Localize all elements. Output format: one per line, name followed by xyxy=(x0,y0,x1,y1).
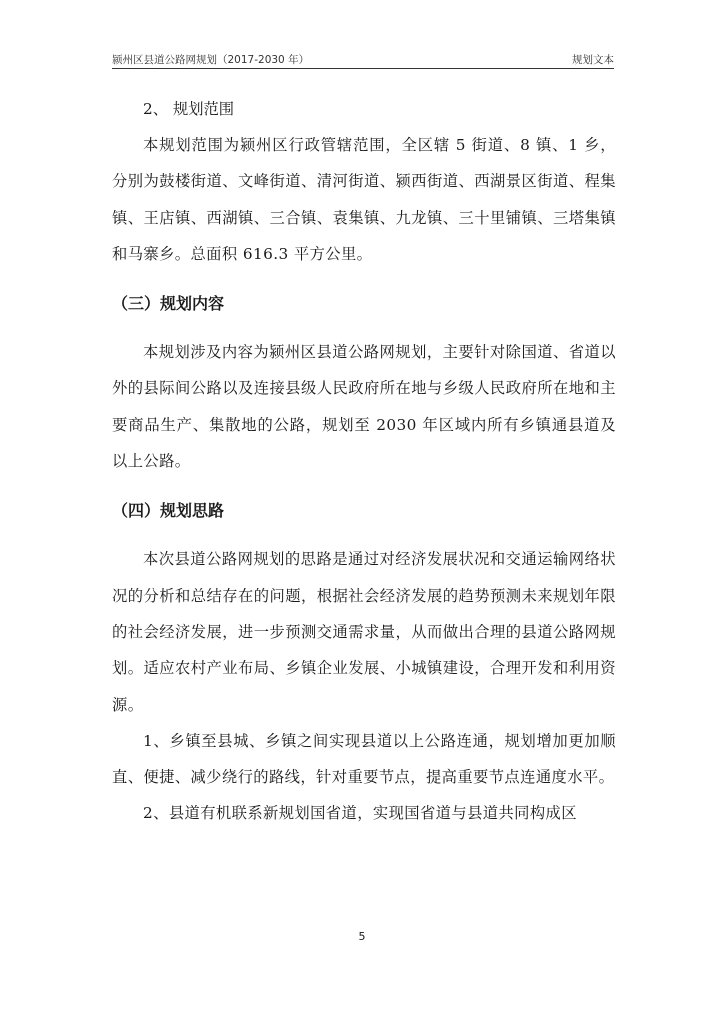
point-2-paragraph: 2、县道有机联系新规划国省道，实现国省道与县道共同构成区 xyxy=(143,804,577,823)
document-title: 颍州区县道公路网规划（2017-2030 年） xyxy=(112,54,310,66)
content-heading: （三）规划内容 xyxy=(112,294,225,314)
point-1-paragraph: 1、乡镇至县城、乡镇之间实现县道以上公路连通，规划增加更加顺直、便捷、减少绕行的路线，针对重要节点，提高重要节点连通度水平。 xyxy=(112,731,616,787)
approach-paragraph: 本次县道公路网规划的思路是通过对经济发展状况和交通运输网络状况的分析和总结存在的问题，根据社会经济发展的趋势预测未来规划年限的社会经济发展，进一步预测交通需求量，从而做出合理的县道公路网规划。适应农村产业布局、乡镇企业发展、小城镇建设，合理开发和利用资源。 xyxy=(112,550,616,714)
scope-title: 2、 规划范围 xyxy=(143,100,235,118)
page-number: 5 xyxy=(358,930,366,943)
approach-heading: （四）规划思路 xyxy=(112,501,225,521)
header-divider xyxy=(112,68,614,69)
content-paragraph: 本规划涉及内容为颍州区县道公路网规划，主要针对除国道、省道以外的县际间公路以及连接县级人民政府所在地与乡级人民政府所在地和主要商品生产、集散地的公路，规划至 2030 年区域内所有乡镇通县道及以上公路。 xyxy=(112,343,616,471)
scope-paragraph: 本规划范围为颍州区行政管辖范围，全区辖 5 街道、8 镇、1 乡，分别为鼓楼街道、文峰街道、清河街道、颍西街道、西湖景区街道、程集镇、王店镇、西湖镇、三合镇、袁集镇、九龙镇、三十里铺镇、三塔集镇和马寨乡。总面积 616.3 平方公里。 xyxy=(112,136,616,263)
page-header xyxy=(112,52,614,68)
document-type-label: 规划文本 xyxy=(572,54,614,66)
page-body xyxy=(112,91,616,832)
